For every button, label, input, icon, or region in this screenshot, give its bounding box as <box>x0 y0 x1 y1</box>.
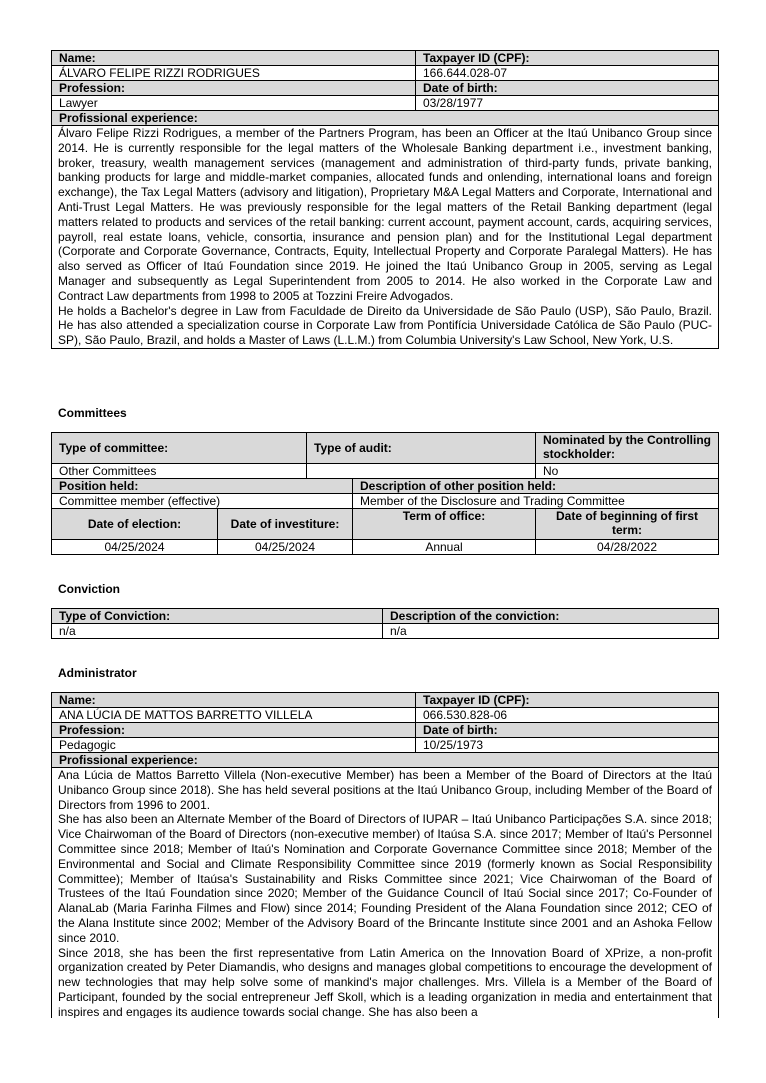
name-label: Name: <box>52 51 416 66</box>
officer-table <box>51 50 719 349</box>
admin-experience-label: Profissional experience: <box>52 753 719 768</box>
election-label: Date of election: <box>52 509 218 540</box>
experience-label: Profissional experience: <box>52 111 719 126</box>
committees-table <box>51 432 719 555</box>
cpf-value: 166.644.028-07 <box>416 66 719 81</box>
experience-paragraph: Álvaro Felipe Rizzi Rodrigues, a member of the Partners Program, has been an Officer at the Itaú Unibanco Group since 2014. He is currently responsible for the legal matters of the Wholesale Banking department i.e., investment banking, broker, treasury, wealth management services (management and administration of third-party funds, private banking, banking products for large and middle-market companies, allocated funds and onlending, international loans and foreign exchange), the Tax Legal Matters (advisory and litigation), Proprietary M&A Legal Matters and Corporate, International and Anti-Trust Legal Matters. He was previously responsible for the legal matters of the Retail Banking department (legal matters related to products and services of the retail banking: current account, payment account, cards, acquiring services, payroll, real estate loans, vehicle, consortia, insurance and pension plan) and for the Institutional Legal department (Corporate and Corporate Governance, Contracts, Equity, Intellectual Property and Corporate Paralegal Matters). He has also served as Officer of Itaú Foundation since 2019. He joined the Itaú Unibanco Group in 2005, serving as Legal Manager and subsequently as Legal Superintendent from 2005 to 2014. He also worked in the Corporate Law and Contract Law departments from 1998 to 2005 at Tozzini Freire Advogados. <box>58 126 712 303</box>
admin-cpf-label: Taxpayer ID (CPF): <box>416 693 719 708</box>
committees-title: Committees <box>58 406 127 420</box>
type-audit-value <box>307 464 536 479</box>
election-value: 04/25/2024 <box>52 540 218 555</box>
admin-profession-value: Pedagogic <box>52 738 416 753</box>
admin-profession-label: Profession: <box>52 723 416 738</box>
admin-experience-text <box>52 768 719 1019</box>
experience-text <box>52 126 719 349</box>
term-label: Term of office: <box>353 509 536 540</box>
first-term-value: 04/28/2022 <box>536 540 719 555</box>
nominated-value: No <box>536 464 719 479</box>
admin-name-value: ANA LÚCIA DE MATTOS BARRETTO VILLELA <box>52 708 416 723</box>
experience-paragraph: He holds a Bachelor's degree in Law from Faculdade de Direito da Universidade de São Paulo (USP), São Paulo, Brazil. He has also attended a specialization course in Corporate Law from Pontifícia Universidade Católica de São Paulo (PUC-SP), São Paulo, Brazil, and holds a Master of Laws (L.L.M.) from Columbia University's Law School, New York, U.S. <box>58 303 712 348</box>
admin-dob-value: 10/25/1973 <box>416 738 719 753</box>
profession-value: Lawyer <box>52 96 416 111</box>
conviction-table <box>51 608 719 639</box>
term-value: Annual <box>353 540 536 555</box>
position-value: Committee member (effective) <box>52 494 353 509</box>
conviction-desc-value: n/a <box>383 624 719 639</box>
other-position-label: Description of other position held: <box>353 479 719 494</box>
admin-dob-label: Date of birth: <box>416 723 719 738</box>
type-committee-value: Other Committees <box>52 464 307 479</box>
type-audit-label: Type of audit: <box>307 433 536 464</box>
admin-cpf-value: 066.530.828-06 <box>416 708 719 723</box>
other-position-value: Member of the Disclosure and Trading Committee <box>353 494 719 509</box>
dob-label: Date of birth: <box>416 81 719 96</box>
dob-value: 03/28/1977 <box>416 96 719 111</box>
name-value: ÁLVARO FELIPE RIZZI RODRIGUES <box>52 66 416 81</box>
first-term-label: Date of beginning of first term: <box>536 509 719 540</box>
profession-label: Profession: <box>52 81 416 96</box>
experience-paragraph: She has also been an Alternate Member of the Board of Directors of IUPAR – Itaú Unibanco Participações S.A. since 2018; Vice Chairwoman of the Board of Directors (non-executive member) of Itaúsa S.A. since 2017; Member of Itaú's Personnel Committee since 2018; Member of Itaú's Nomination and Corporate Governance Committee since 2018; Member of the Environmental and Social and Climate Responsibility Committee since 2019 (formerly known as Social Responsibility Committee); Member of Itaúsa's Sustainability and Risks Committee since 2021; Vice Chairwoman of the Board of Trustees of the Itaú Foundation since 2020; Member of the Guidance Council of Itaú Social since 2017; Co-Founder of AlanaLab (Maria Farinha Filmes and Flow) since 2014; Founding President of the Alana Foundation since 2012; CEO of the Alana Institute since 2002; Member of the Advisory Board of the Brincante Institute since 2001 and an Ashoka Fellow since 2010. <box>58 812 712 945</box>
investiture-value: 04/25/2024 <box>218 540 353 555</box>
cpf-label: Taxpayer ID (CPF): <box>416 51 719 66</box>
administrator-table <box>51 692 719 1018</box>
nominated-label: Nominated by the Controlling stockholder: <box>536 433 719 464</box>
conviction-type-label: Type of Conviction: <box>52 609 383 624</box>
type-committee-label: Type of committee: <box>52 433 307 464</box>
conviction-title: Conviction <box>58 582 120 596</box>
experience-paragraph: Ana Lúcia de Mattos Barretto Villela (Non-executive Member) has been a Member of the Board of Directors at the Itaú Unibanco Group since 2018). She has held several positions at the Itaú Unibanco Group, including Member of the Board of Directors from 1996 to 2001. <box>58 768 712 812</box>
administrator-title: Administrator <box>58 666 137 680</box>
experience-paragraph: Since 2018, she has been the first representative from Latin America on the Innovation Board of XPrize, a non-profit organization created by Peter Diamandis, who designs and manages global competitions to encourage the development of new technologies that may help solve some of mankind's major challenges. Mrs. Villela is a Member of the Board of Participant, founded by the social entrepreneur Jeff Skoll, which is a leading organization in media and entertainment that inspires and engages its audience towards social change. She has also been a <box>58 945 712 1018</box>
conviction-type-value: n/a <box>52 624 383 639</box>
investiture-label: Date of investiture: <box>218 509 353 540</box>
admin-name-label: Name: <box>52 693 416 708</box>
position-label: Position held: <box>52 479 353 494</box>
conviction-desc-label: Description of the conviction: <box>383 609 719 624</box>
